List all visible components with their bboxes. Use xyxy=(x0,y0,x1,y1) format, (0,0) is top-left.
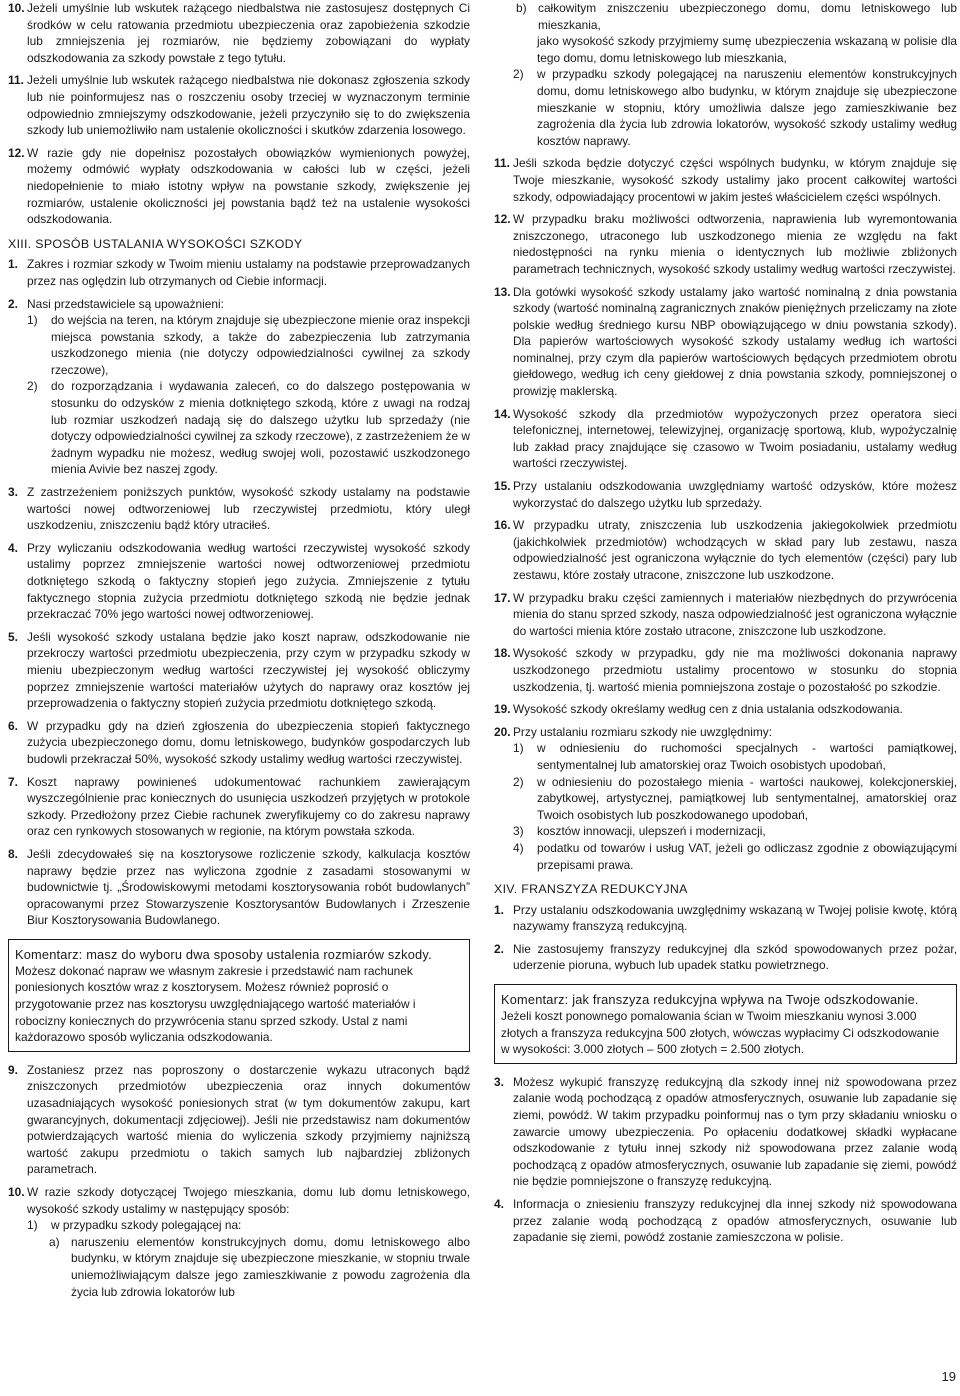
point-text: W przypadku braku części zamiennych i materiałów niezbędnych do przywrócenia mienia do stanu sprzed szkody, nasza odpowiedzialność jest ograniczona wyłącznie do wartości mienia które zostało utracone, zniszczone lub uszkodzone. xyxy=(513,590,957,638)
point-15 xyxy=(494,478,957,511)
clause-number: 10. xyxy=(8,1,25,15)
point-text: W przypadku gdy na dzień zgłoszenia do ubezpieczenia stopień faktycznego zużycia ubezpieczonego domu, domu letniskowego, budynków gospodarczych lub budowli przekraczał 50%, wysokość szkody ustalimy według wartości rzeczywistej. xyxy=(27,718,470,766)
point-text: Wysokość szkody dla przedmiotów wypożyczonych przez operatora sieci telefonicznej, internetowej, telewizyjnej, organizację sportową, klub, wypożyczalnię lub zakład pracy znajdujące się czasowo w Twoim posiadaniu, ustalamy według wartości rzeczywistej. xyxy=(513,406,957,471)
clause-10 xyxy=(8,0,470,66)
subpoint-text: kosztów innowacji, ulepszeń i modernizacji, xyxy=(537,824,766,839)
subpoint-number: 1) xyxy=(27,313,38,328)
subpoint-number: 2) xyxy=(513,774,524,789)
point-text: Przy ustalaniu odszkodowania uwzględniamy wartość odzysków, które możesz wykorzystać do dalszego użytku lub sprzedaży. xyxy=(513,479,957,510)
comment-title: Komentarz: masz do wyboru dwa sposoby ustalenia rozmiarów szkody. xyxy=(15,946,432,962)
franchise-point-4 xyxy=(494,1196,957,1246)
point-16 xyxy=(494,517,957,583)
subpoint-10-2 xyxy=(513,66,957,149)
point-number: 10. xyxy=(8,1185,25,1199)
comment-text: Możesz dokonać napraw we własnym zakresie i przedstawić nam rachunek poniesionych kosztów wraz z kosztorysem. Możesz również poprosić o przygotowanie przez nas kosztorysu uwzględniającego wartość materiałów i robocizny koniecznych do przywrócenia stanu sprzed szkody. Ustal z nami każdorazowo sposób wyliczania odszkodowania. xyxy=(15,963,416,1045)
point-number: 5. xyxy=(8,629,18,644)
point-text: Wysokość szkody określamy według cen z dnia ustalania odszkodowania. xyxy=(513,702,903,717)
subpoint-text: w przypadku szkody polegającej na naruszeniu elementów konstrukcyjnych domu, domu letniskowego albo budynku, w którym znajduje się ubezpieczone mieszkanie w stopniu, który umożliwia dalsze jego zamieszkiwanie bez zagrożenia dla życia lub zdrowia lokatorów, wysokość szkody ustalimy według kosztów naprawy. xyxy=(537,67,957,148)
point-18 xyxy=(494,645,957,695)
point-2 xyxy=(8,296,470,479)
point-number: 13. xyxy=(494,284,511,299)
point-number: 16. xyxy=(494,518,511,533)
point-number: 2. xyxy=(494,941,504,956)
point-text: Zakres i rozmiar szkody w Twoim mieniu ustalamy na podstawie przeprowadzanych przez nas oględzin lub otrzymanych od Ciebie informacji. xyxy=(27,257,470,288)
point-text: Z zastrzeżeniem poniższych punktów, wysokość szkody ustalamy na podstawie wartości nowej odtworzeniowej lub rzeczywistej przedmiotu, który uległ uszkodzeniu, zniszczeniu bądź który utraciłeś. xyxy=(27,485,470,533)
point-text: Jeśli zdecydowałeś się na kosztorysowe rozliczenie szkody, kalkulacja kosztów naprawy będzie przez nas wyliczona zgodnie z zasadami stosowanymi w budownictwie tj. „Środowiskowymi metodami kosztorysowania robót budowlanych” opracowanymi przez Stowarzyszenie Kosztorysantów Budowlanych i Zrzeszenie Biur Kosztorysowania Budowlanego. xyxy=(27,846,470,928)
subpoint-20-3 xyxy=(513,823,957,840)
point-12 xyxy=(494,211,957,277)
subpoint-number: 2) xyxy=(27,379,38,394)
comment-title: Komentarz: jak franszyza redukcyjna wpływa na Twoje odszkodowanie. xyxy=(501,992,919,1008)
point-number: 1. xyxy=(8,257,18,272)
subpoint-text: całkowitym zniszczeniu ubezpieczonego domu, domu letniskowego lub mieszkania, xyxy=(538,1,957,32)
point-number: 17. xyxy=(494,590,511,605)
point-number: 8. xyxy=(8,846,18,861)
franchise-point-3 xyxy=(494,1074,957,1190)
point-text: W przypadku braku możliwości odtworzenia, naprawienia lub wyremontowania zniszczonego, utraconego lub uszkodzonego mienia ze względu na fakt niedostępności na rynku mienia o identycznych lub możliwie zbliżonych parametrach technicznych, wysokość szkody ustalimy według wartości rzeczywistej. xyxy=(513,212,957,276)
point-number: 19. xyxy=(494,702,511,717)
comment-text: Jeżeli koszt ponownego pomalowania ścian w Twoim mieszkaniu wynosi 3.000 złotych a franszyza redukcyjna 500 złotych, wówczas wypłacimy Ci odszkodowanie w wysokości: 3.000 złotych – 500 złotych = 2.500 złotych. xyxy=(501,1009,940,1057)
subpoint-20-4 xyxy=(513,840,957,873)
comment-box-2 xyxy=(494,984,957,1064)
point-7 xyxy=(8,774,470,840)
clause-number: 12. xyxy=(8,145,25,160)
point-3 xyxy=(8,484,470,534)
point-11 xyxy=(494,155,957,205)
point-number: 18. xyxy=(494,646,511,661)
subpoint-text: w odniesieniu do ruchomości specjalnych - wartości pamiątkowej, sentymentalnej lub amatorskiej oraz Twoich osobistych upodobań, xyxy=(537,741,957,772)
point-text: Wysokość szkody w przypadku, gdy nie ma możliwości dokonania naprawy uszkodzonego przedmiotu ustalimy procentowo w stosunku do stopnia uszkodzenia, tj. wartość mienia pomniejszona zostaje o pozostałość po szkodzie. xyxy=(513,646,957,694)
subpoint-number: 4) xyxy=(513,840,524,855)
subpoint-number: 2) xyxy=(513,67,524,82)
comment-box-1 xyxy=(8,939,470,1052)
point-number: 9. xyxy=(8,1062,18,1077)
point-number: 14. xyxy=(494,406,511,421)
point-8 xyxy=(8,846,470,929)
subpoint-number: 1) xyxy=(27,1218,38,1233)
page-number: 19 xyxy=(941,1369,956,1384)
franchise-point-1 xyxy=(494,902,957,935)
point-text: Nie zastosujemy franszyzy redukcyjnej dla szkód spowodowanych przez pożar, uderzenie pioruna, wybuch lub upadek statku powietrznego. xyxy=(513,941,957,973)
point-number: 6. xyxy=(8,718,18,733)
point-text: Jeśli szkoda będzie dotyczyć części wspólnych budynku, w którym znajduje się Twoje mieszkanie, wysokość szkody ustalimy jako procent całkowitej wartości szkody, odpowiadający procentowi w jakim jesteś właścicielem części wspólnych. xyxy=(513,156,957,204)
subpoint-text: do wejścia na teren, na którym znajduje się ubezpieczone mienie oraz inspekcji miejsca powstania szkody, a także do zabezpieczenia lub zatrzymania uszkodzonego mienia (nie dotyczy odpowiedzialności cywilnej za szkody rzeczowe), xyxy=(51,313,470,377)
point-20 xyxy=(494,724,957,873)
clause-text: Jeżeli umyślnie lub wskutek rażącego niedbalstwa nie dokonasz zgłoszenia szkody lub nie poinformujesz nas o roszczeniu osoby trzeciej w wyznaczonym terminie odpowiednio zmniejszymy odszkodowanie, jeżeli przyczyniło się to do zwiększenia szkody lub uniemożliwiło nam ustalenie okoliczności i skutków zdarzenia losowego. xyxy=(27,73,470,138)
point-number: 4. xyxy=(8,540,18,555)
point-number: 1. xyxy=(494,902,504,917)
point-number: 3. xyxy=(494,1074,504,1089)
point-text: Przy ustalaniu rozmiaru szkody nie uwzględnimy: xyxy=(513,724,773,739)
clause-number: 11. xyxy=(8,73,24,88)
clause-text: W razie gdy nie dopełnisz pozostałych obowiązków wymienionych powyżej, możemy odmówić wypłaty odszkodowania w całości lub w części, jeżeli niedopełnienie to miało istotny wpływ na powstanie szkody, zwiększenie jej rozmiarów, ustalenie okoliczności jej powstania bądź też na ustalenie wysokości odszkodowania. xyxy=(27,145,470,227)
point-10 xyxy=(8,1184,470,1300)
point-text: Przy ustalaniu odszkodowania uwzględnimy wskazaną w Twojej polisie kwotę, którą nazywamy franszyzą redukcyjną. xyxy=(513,902,957,934)
subpoint-2-1 xyxy=(27,312,470,378)
subpoint-text: podatku od towarów i usług VAT, jeżeli go odliczasz zgodnie z obowiązującymi przepisami prawa. xyxy=(537,840,957,872)
point-text: Jeśli wysokość szkody ustalana będzie jako koszt napraw, odszkodowanie nie przekroczy wartości przedmiotu ubezpieczenia, przy czym w przypadku szkody w mieniu ubezpieczonym według wartości rzeczywistej jej wysokość obliczymy poprzez zmniejszenie wartości materiałów użytych do naprawy oraz kosztów jej przeprowadzenia o faktyczny stopień zużycia przedmiotu dotkniętego szkodą. xyxy=(27,629,470,711)
point-19 xyxy=(494,701,957,718)
point-number: 20. xyxy=(494,724,511,739)
clause-text: Jeżeli umyślnie lub wskutek rażącego niedbalstwa nie zastosujesz dostępnych Ci środków w celu ratowania przedmiotu ubezpieczenia oraz zapobieżenia szkodzie lub zmniejszenia jej rozmiarów, nie będziemy zobowiązani do wypłaty odszkodowania za szkody powstałe z tego tytułu. xyxy=(27,1,470,65)
subpoint-text: do rozporządzania i wydawania zaleceń, co do dalszego postępowania w stosunku do odzysków z mienia dotkniętego szkodą, które z uwagi na rodzaj lub rozmiar uszkodzeń nadają się do dalszego użytku lub sprzedaży (nie dotyczy odpowiedzialności cywilnej za szkody rzeczowe), z zastrzeżeniem że w żadnym wypadku nie możesz, według swojej woli, pozostawić uszkodzonego mienia Avivie bez naszej zgody. xyxy=(51,379,470,477)
point-6 xyxy=(8,718,470,768)
subpoint-10-1-a xyxy=(49,1234,470,1300)
point-text: Nasi przedstawiciele są upoważnieni: xyxy=(27,296,224,311)
point-4 xyxy=(8,540,470,623)
point-number: 2. xyxy=(8,296,18,311)
subpoint-text: w odniesieniu do pozostałego mienia - wartości naukowej, kolekcjonerskiej, zabytkowej, artystycznej, pamiątkowej lub sentymentalnej, amatorskiej oraz Twoich osobistych lub poszkodowanego upodobań, xyxy=(537,774,957,822)
subpoint-2-2 xyxy=(27,378,470,478)
point-text: W przypadku utraty, zniszczenia lub uszkodzenia jakiegokolwiek przedmiotu (jakichkolwiek przedmiotów) wchodzących w skład pary lub zestawu, nasza odpowiedzialność jest ograniczona wyłącznie do tych elementów (części) pary lub zestawu, które zostały utracone, zniszczone lub uszkodzone. xyxy=(513,518,957,582)
point-number: 12. xyxy=(494,212,511,227)
point-17 xyxy=(494,590,957,640)
subpoint-text: naruszeniu elementów konstrukcyjnych domu, domu letniskowego albo budynku, w którym znajduje się ubezpieczone mieszkanie, w stopniu trwale uniemożliwiającym dalsze jego zamieszkiwanie z powodu zagrożenia dla życia lub zdrowia lokatorów lub xyxy=(71,1234,470,1299)
point-number: 7. xyxy=(8,774,18,789)
subpoint-10-1 xyxy=(27,1217,470,1234)
point-5 xyxy=(8,629,470,712)
subpoint-10-1-b xyxy=(516,0,957,33)
subpoint-letter: b) xyxy=(516,1,527,15)
point-9 xyxy=(8,1062,470,1178)
subpoint-number: 1) xyxy=(513,741,524,756)
left-column xyxy=(8,0,470,1300)
point-text: Informacja o zniesieniu franszyzy redukcyjnej dla innej szkody niż spowodowana przez zalanie wodą pochodzącą z opadów atmosferycznych, osuwanie lub zapadanie się ziemi, powódź zostanie zamieszczona w polisie. xyxy=(513,1197,957,1245)
point-14 xyxy=(494,406,957,472)
point-text: Przy wyliczaniu odszkodowania według wartości rzeczywistej wysokość szkody ustalimy poprzez zmniejszenie wartości nowej odtworzeniowej przedmiotu dotkniętego szkodą o faktyczny stopień jego zużycia. Zmniejszenie z tytułu faktycznego stopnia zużycia przedmiotu dotkniętego szkodą nie będzie jednak przekraczać 70% jego wartości nowej odtworzeniowej. xyxy=(27,540,470,622)
section-heading-xiv: XIV. FRANSZYZA REDUKCYJNA xyxy=(494,882,688,897)
subpoint-20-2 xyxy=(513,774,957,824)
subpoint-letter: a) xyxy=(49,1234,60,1249)
subpoint-20-1 xyxy=(513,740,957,773)
point-text: Dla gotówki wysokość szkody ustalamy jako wartość nominalną z dnia powstania szkody (wartość nominalną zagranicznych znaków pieniężnych przeliczamy na złote polskie według średniego kursu NBP obowiązującego w dniu powstania szkody). Dla papierów wartościowych wysokość szkody ustalamy według ich wartości nominalnej, przy czym dla papierów wartościowych będących przedmiotem obrotu giełdowego, według ich ceny giełdowej z dnia powstania szkody, pomniejszonej o prowizję maklerską. xyxy=(513,284,957,399)
section-heading-xiii: XIII. SPOSÓB USTALANIA WYSOKOŚCI SZKODY xyxy=(8,236,303,251)
clause-12 xyxy=(8,145,470,228)
point-number: 15. xyxy=(494,479,511,494)
right-column xyxy=(494,0,957,1246)
point-13 xyxy=(494,284,957,400)
subpoint-10-1-conclusion: jako wysokość szkody przyjmiemy sumę ubezpieczenia wskazaną w polisie dla tego domu, domu letniskowego lub mieszkania, xyxy=(537,34,957,65)
point-text: Koszt naprawy powinieneś udokumentować rachunkiem zawierającym wyszczególnienie prac koniecznych do usunięcia uszkodzeń przyjętych w protokole szkody. Przedłożony przez Ciebie rachunek zweryfikujemy co do zakresu naprawy oraz cen rynkowych stosowanych w regionie, na którym powstała szkoda. xyxy=(27,774,470,839)
point-text: Zostaniesz przez nas poproszony o dostarczenie wykazu utraconych bądź zniszczonych przedmiotów ubezpieczenia oraz innych dokumentów uzasadniających wysokość poniesionych strat (w tym dokumentów zakupu, kart gwarancyjnych, dokumentacji zdjęciowej). Jeśli nie przedstawisz nam dokumentów potwierdzających wartość mienia do wyliczenia szkody przyjmiemy najniższą wartość zakupu przedmiotu o takich samych lub najbardziej zbliżonych parametrach. xyxy=(27,1062,470,1177)
clause-11 xyxy=(8,72,470,138)
point-number: 3. xyxy=(8,485,18,500)
point-text: W razie szkody dotyczącej Twojego mieszkania, domu lub domu letniskowego, wysokość szkody ustalimy w następujący sposób: xyxy=(27,1185,470,1216)
subpoint-number: 3) xyxy=(513,824,524,839)
point-number: 11. xyxy=(494,156,510,171)
subpoint-text: w przypadku szkody polegającej na: xyxy=(51,1218,242,1233)
point-text: Możesz wykupić franszyzę redukcyjną dla szkody innej niż spowodowana przez zalanie wodą pochodzącą z opadów atmosferycznych, osuwanie lub zapadanie się ziemi, powódź. W takim przypadku poinformuj nas o tym przy składaniu wniosku o zawarcie umowy ubezpieczenia. Po opłaceniu dodatkowej składki wypłacane odszkodowanie z tytułu innej szkody niż spowodowana przez zalanie wodą pochodzącą z opadów atmosferycznych, osuwanie lub zapadanie się ziemi, powódź nie będzie pomniejszone o franszyzę redukcyjną. xyxy=(513,1074,957,1189)
point-1 xyxy=(8,256,470,289)
point-number: 4. xyxy=(494,1197,504,1211)
franchise-point-2 xyxy=(494,941,957,974)
